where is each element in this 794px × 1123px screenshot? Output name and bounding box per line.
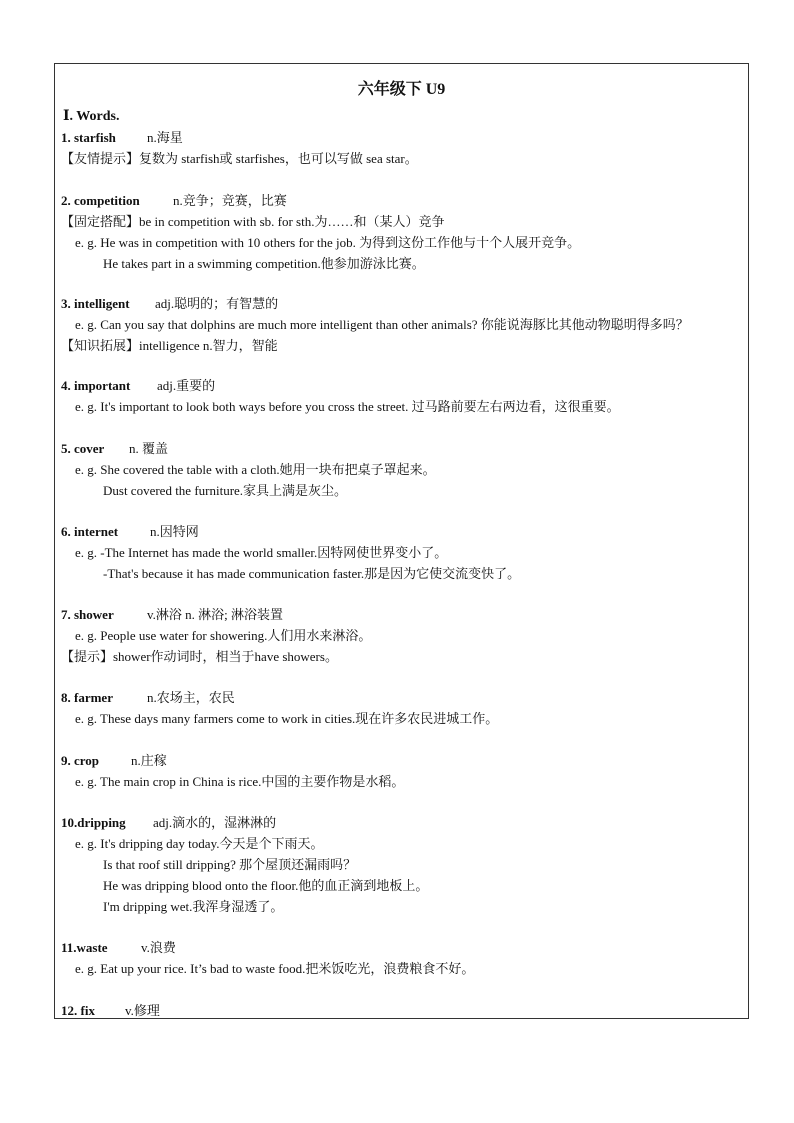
word-entry: [61, 438, 742, 501]
entry-headword-line: [61, 812, 742, 833]
example-line: e. g. He was in competition with 10 others for the job. 为得到这份工作他与十个人展开竞争。: [75, 235, 581, 250]
entry-headword-line: [61, 293, 742, 314]
entry-headword-line: [61, 375, 742, 396]
definition: adj.聪明的；有智慧的: [155, 296, 279, 311]
entry-headword-line: [61, 687, 742, 708]
word-entry: [61, 293, 742, 356]
example-line: I'm dripping wet.我浑身湿透了。: [103, 899, 284, 914]
definition: n.海星: [147, 130, 183, 145]
headword: 5. cover: [61, 441, 105, 456]
headword: 1. starfish: [61, 130, 116, 145]
example-line: e. g. It's dripping day today.今天是个下雨天。: [75, 836, 324, 851]
headword: 12. fix: [61, 1003, 95, 1018]
entry-headword-line: [61, 937, 742, 958]
definition: adj.滴水的，湿淋淋的: [153, 815, 277, 830]
definition: n.农场主，农民: [147, 690, 235, 705]
word-entry: [61, 812, 742, 917]
page-title: 六年级下 U9: [357, 81, 446, 98]
headword: 4. important: [61, 378, 131, 393]
note-line: 【知识拓展】intelligence n.智力，智能: [61, 338, 278, 353]
note-line: 【友情提示】复数为 starfish或 starfishes，也可以写做 sea star。: [61, 151, 418, 166]
word-entry: [61, 1000, 742, 1021]
example-line: e. g. -The Internet has made the world smaller.因特网使世界变小了。: [75, 545, 448, 560]
word-entry: [61, 937, 742, 979]
entry-headword-line: [61, 604, 742, 625]
headword: 2. competition: [61, 193, 140, 208]
example-line: e. g. Can you say that dolphins are much more intelligent than other animals? 你能说海豚比其他动物聪明得多吗？: [75, 317, 689, 332]
example-line: Dust covered the furniture.家具上满是灰尘。: [103, 483, 348, 498]
headword: 6. internet: [61, 524, 119, 539]
entry-headword-line: [61, 521, 742, 542]
entry-headword-line: [61, 438, 742, 459]
headword: 8. farmer: [61, 690, 113, 705]
example-line: He was dripping blood onto the floor.他的血正滴到地板上。: [103, 878, 429, 893]
example-line: e. g. People use water for showering.人们用水来淋浴。: [75, 628, 372, 643]
headword: 10.dripping: [61, 815, 126, 830]
headword: 7. shower: [61, 607, 114, 622]
example-line: e. g. It's important to look both ways before you cross the street. 过马路前要左右两边看，这很重要。: [75, 399, 620, 414]
definition: v.淋浴 n. 淋浴; 淋浴装置: [147, 607, 284, 622]
section-heading: Ⅰ. Words.: [63, 109, 120, 124]
note-line: 【提示】shower作动词时，相当于have showers。: [61, 649, 338, 664]
definition: n.庄稼: [131, 753, 167, 768]
entry-headword-line: [61, 1000, 742, 1021]
example-line: e. g. These days many farmers come to work in cities.现在许多农民进城工作。: [75, 711, 499, 726]
definition: adj.重要的: [157, 378, 216, 393]
definition: n.因特网: [150, 524, 199, 539]
entry-headword-line: [61, 127, 742, 148]
word-entry: [61, 127, 742, 169]
example-line: Is that roof still dripping? 那个屋顶还漏雨吗？: [103, 857, 357, 872]
entry-headword-line: [61, 190, 742, 211]
example-line: e. g. The main crop in China is rice.中国的主要作物是水稻。: [75, 774, 405, 789]
definition: v.浪费: [141, 940, 176, 955]
word-entry: [61, 687, 742, 729]
document-frame: [54, 63, 749, 1019]
definition: n. 覆盖: [129, 441, 169, 456]
word-entry: [61, 604, 742, 667]
definition: v.修理: [125, 1003, 160, 1018]
example-line: He takes part in a swimming competition.他参加游泳比赛。: [103, 256, 425, 271]
headword: 3. intelligent: [61, 296, 130, 311]
example-line: -That's because it has made communication faster.那是因为它使交流变快了。: [103, 566, 521, 581]
headword: 9. crop: [61, 753, 100, 768]
definition: n.竞争；竞赛，比赛: [173, 193, 287, 208]
note-line: 【固定搭配】be in competition with sb. for sth.为……和（某人）竞争: [61, 214, 445, 229]
entry-headword-line: [61, 750, 742, 771]
word-entry: [61, 190, 742, 274]
word-entry: [61, 750, 742, 792]
headword: 11.waste: [61, 940, 108, 955]
example-line: e. g. She covered the table with a cloth.她用一块布把桌子罩起来。: [75, 462, 436, 477]
word-entry: [61, 375, 742, 417]
word-entry: [61, 521, 742, 584]
example-line: e. g. Eat up your rice. It’s bad to waste food.把米饭吃光，浪费粮食不好。: [75, 961, 475, 976]
